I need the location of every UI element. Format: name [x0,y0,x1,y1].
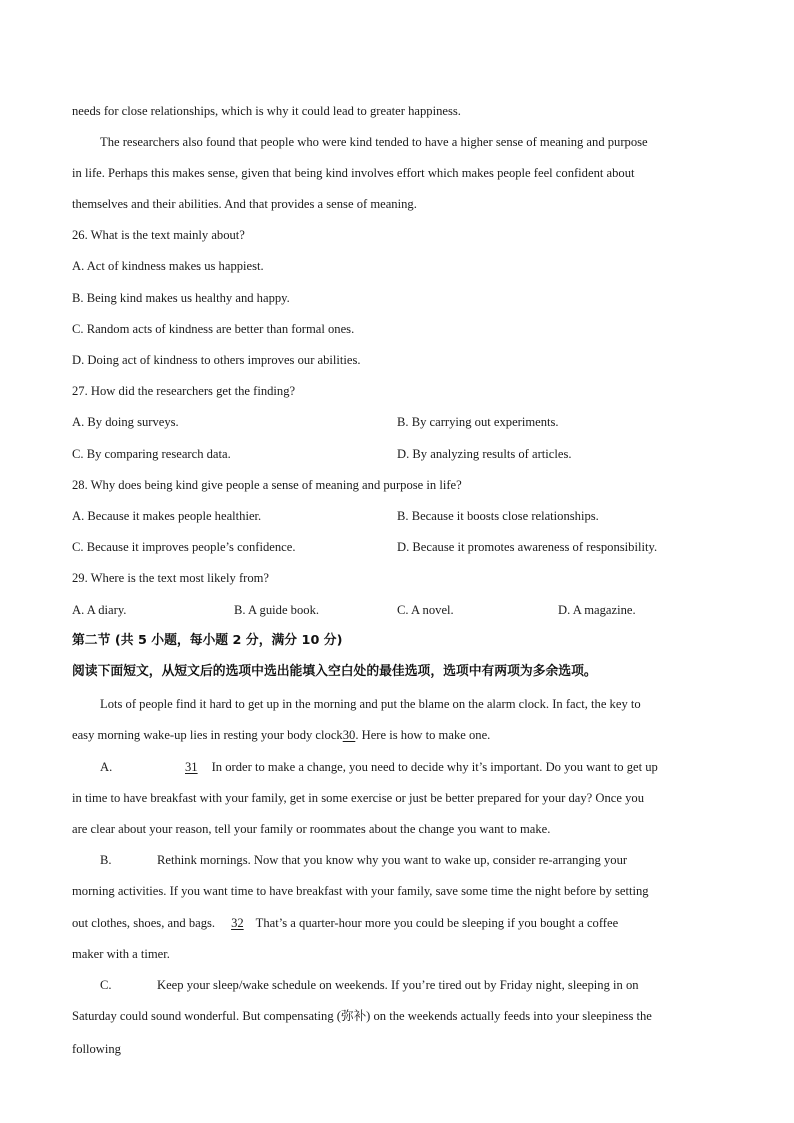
question-28-option-d: D. Because it promotes awareness of responsibility. [397,540,658,554]
paragraph-line: needs for close relationships, which is why it could lead to greater happiness. [72,104,461,118]
passage-line: in time to have breakfast with your family, get in some exercise or just be better prepared for your day? Once you [72,791,645,805]
paragraph-line: in life. Perhaps this makes sense, given that being kind involves effort which makes people feel confident about [72,166,635,180]
passage-line: morning activities. If you want time to have breakfast with your family, save some time the night before by setting [72,884,649,898]
question-29-stem: 29. Where is the text most likely from? [72,571,270,585]
question-26-option-d: D. Doing act of kindness to others improves our abilities. [72,353,361,367]
question-26-option-a: A. Act of kindness makes us happiest. [72,259,264,273]
blank-32: 32 [231,916,244,930]
passage-line: following [72,1042,121,1056]
question-28-option-a: A. Because it makes people healthier. [72,509,262,523]
question-26-option-c: C. Random acts of kindness are better than formal ones. [72,322,355,336]
question-29-option-d: D. A magazine. [558,603,636,617]
question-28-option-b: B. Because it boosts close relationships. [397,509,599,523]
paragraph-line: The researchers also found that people who were kind tended to have a higher sense of meaning and purpose [100,135,648,149]
question-27-option-d: D. By analyzing results of articles. [397,447,572,461]
passage-text: In order to make a change, you need to decide why it’s important. Do you want to get up [211,760,658,774]
question-29-option-a: A. A diary. [72,603,127,617]
passage-line: are clear about your reason, tell your family or roommates about the change you want to make. [72,822,551,836]
question-27-option-b: B. By carrying out experiments. [397,415,559,429]
question-27-option-a: A. By doing surveys. [72,415,179,429]
passage-line [72,915,724,931]
question-28-stem: 28. Why does being kind give people a sense of meaning and purpose in life? [72,478,462,492]
question-27-option-c: C. By comparing research data. [72,447,231,461]
passage-text: out clothes, shoes, and bags. [72,916,216,930]
section-instruction: 阅读下面短文，从短文后的选项中选出能填入空白处的最佳选项，选项中有两项为多余选项。 [72,664,597,679]
passage-text: easy morning wake-up lies in resting your body clock [72,728,343,742]
paragraph-a-label: A. [100,760,113,774]
passage-line: Saturday could sound wonderful. But compensating (弥补) on the weekends actually feeds into your sleepiness the [72,1009,652,1023]
question-29-option-c: C. A novel. [397,603,454,617]
passage-line: Rethink mornings. Now that you know why you want to wake up, consider re-arranging your [157,853,628,867]
paragraph-b-label: B. [100,853,112,867]
blank-30: 30 [342,728,356,742]
question-29-option-b: B. A guide book. [234,603,320,617]
blank-31: 31 [185,760,198,774]
passage-line [72,727,724,743]
passage-line [157,759,724,775]
passage-line: Keep your sleep/wake schedule on weekends. If you’re tired out by Friday night, sleeping in on [157,978,639,992]
paragraph-line: themselves and their abilities. And that provides a sense of meaning. [72,197,417,211]
passage-text: That’s a quarter-hour more you could be sleeping if you bought a coffee [255,916,619,930]
passage-line: maker with a timer. [72,947,170,961]
question-26-stem: 26. What is the text mainly about? [72,228,245,242]
question-26-option-b: B. Being kind makes us healthy and happy. [72,291,290,305]
question-27-stem: 27. How did the researchers get the finding? [72,384,296,398]
passage-line: Lots of people find it hard to get up in the morning and put the blame on the alarm clock. In fact, the key to [100,697,641,711]
question-28-option-c: C. Because it improves people’s confidence. [72,540,296,554]
paragraph-c-label: C. [100,978,112,992]
section-heading: 第二节 (共 5 小题，每小题 2 分，满分 10 分) [72,633,343,648]
passage-text: . Here is how to make one. [355,728,491,742]
